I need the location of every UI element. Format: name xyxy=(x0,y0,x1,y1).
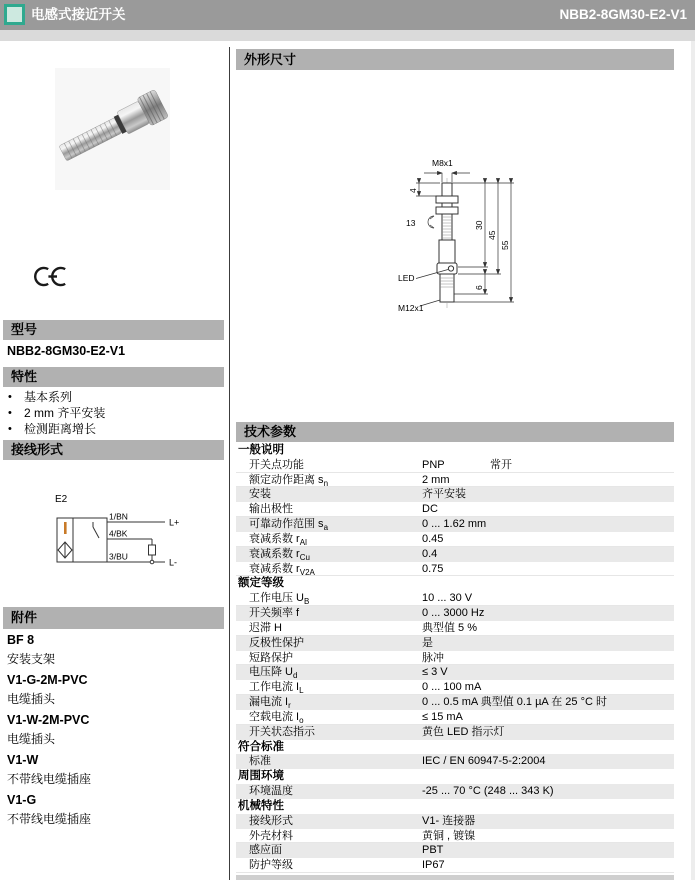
spec-group-title: 一般说明 xyxy=(238,444,284,456)
wire3-label: 3/BU xyxy=(109,551,128,562)
thread-top-label: M8x1 xyxy=(432,158,453,168)
feature-text: 基本系列 xyxy=(24,390,73,404)
accessory-description: 电缆插头 xyxy=(7,692,56,706)
column-divider xyxy=(229,47,230,880)
spec-row xyxy=(236,517,674,532)
supply-minus-label: L- xyxy=(169,557,178,568)
spec-value: 0 ... 100 mA xyxy=(422,681,482,694)
spec-value: DC xyxy=(422,503,438,516)
brand-logo-icon xyxy=(4,4,25,25)
spec-row xyxy=(236,829,674,844)
spec-label: 可靠动作范围 $s_a$ xyxy=(249,518,329,533)
header-bar xyxy=(0,0,695,30)
bullet-icon: • xyxy=(8,391,12,403)
spec-row xyxy=(236,858,674,873)
led-label: LED xyxy=(398,273,415,283)
spec-value: 典型值 5 % xyxy=(422,621,478,634)
spec-label: 开关点功能 xyxy=(249,458,304,471)
product-family-title: 电感式接近开关 xyxy=(31,7,126,22)
features-list xyxy=(6,389,222,437)
accessory-model: V1-G-2M-PVC xyxy=(7,673,88,687)
spec-label: 安装 xyxy=(249,488,271,501)
spec-value: IP67 xyxy=(422,859,445,872)
model-number: NBB2-8GM30-E2-V1 xyxy=(7,344,126,358)
spec-value: 0 ... 3000 Hz xyxy=(422,607,485,620)
wire2-label: 4/BK xyxy=(109,528,128,539)
spec-value: 黄色 LED 指示灯 xyxy=(422,725,505,738)
spec-row xyxy=(236,473,674,488)
section-header-dimensions: 外形尺寸 xyxy=(236,49,674,70)
dim-30-label: 30 xyxy=(474,220,484,230)
spec-value: PNP xyxy=(422,458,445,471)
spec-label: 标准 xyxy=(249,755,271,768)
spec-value: PBT xyxy=(422,844,444,857)
thread-bottom-label: M12x1 xyxy=(398,303,424,313)
spec-label: 接线形式 xyxy=(249,814,293,827)
spec-group-title: 周围环境 xyxy=(238,770,284,783)
spec-value: ≤ 3 V xyxy=(422,666,448,679)
spec-label: 反极性保护 xyxy=(249,636,304,649)
dimension-drawing xyxy=(390,150,550,320)
dim-55-label: 55 xyxy=(500,240,510,250)
spec-row xyxy=(236,725,674,740)
spec-row xyxy=(236,532,674,547)
wrench-size-label: 13 xyxy=(406,218,416,228)
feature-item xyxy=(6,405,222,421)
bullet-icon: • xyxy=(8,423,12,435)
spec-label: 外壳材料 xyxy=(249,829,293,842)
ce-mark xyxy=(32,266,68,287)
spec-label: 迟滞 H xyxy=(249,621,282,634)
spec-label: 衰减系数 $r_{Cu}$ xyxy=(249,547,310,562)
spec-value: 0.75 xyxy=(422,562,444,575)
spec-row xyxy=(236,547,674,562)
spec-label: 短路保护 xyxy=(249,651,293,664)
spec-value: IEC / EN 60947-5-2:2004 xyxy=(422,755,546,768)
feature-item xyxy=(6,421,222,437)
accessory-description: 不带线电缆插座 xyxy=(7,772,92,786)
accessory-model: V1-G xyxy=(7,793,37,807)
spec-row xyxy=(236,487,674,502)
spec-label: 衰减系数 $r_{Al}$ xyxy=(249,532,307,548)
section-header-model: 型号 xyxy=(3,320,224,340)
inductive-indicator-bar xyxy=(64,522,67,534)
accessory-model: V1-W-2M-PVC xyxy=(7,713,90,727)
spec-row xyxy=(236,710,674,725)
section-header-features: 特性 xyxy=(3,367,224,387)
spec-group-title: 机械特性 xyxy=(238,799,284,812)
feature-text: 检测距离增长 xyxy=(24,422,97,436)
spec-label: 防护等级 xyxy=(249,859,293,872)
wiring-diagram xyxy=(38,505,190,577)
spec-label: 环境温度 xyxy=(249,785,293,798)
spec-group-title: 符合标准 xyxy=(238,740,284,753)
spec-value: 0 ... 1.62 mm xyxy=(422,518,487,531)
accessory-model: BF 8 xyxy=(7,633,35,647)
supply-plus-label: L+ xyxy=(169,517,180,528)
tech-data-table xyxy=(236,443,674,873)
spec-row xyxy=(236,695,674,710)
spec-row xyxy=(236,814,674,829)
spec-row xyxy=(236,665,674,680)
accessory-model: V1-W xyxy=(7,753,39,767)
wire1-label: 1/BN xyxy=(109,511,128,522)
spec-label: 开关频率 f xyxy=(249,607,300,620)
spec-group-title: 额定等级 xyxy=(238,577,284,590)
section-header-tech-data: 技术参数 xyxy=(236,422,674,442)
spec-value-2: 常开 xyxy=(490,458,512,471)
spec-row xyxy=(236,591,674,606)
spec-row xyxy=(236,636,674,651)
spec-label: 电压降 $U_d$ xyxy=(249,666,298,681)
spec-row xyxy=(236,621,674,636)
spec-row xyxy=(236,502,674,517)
feature-item xyxy=(6,389,222,405)
spec-label: 工作电流 $I_L$ xyxy=(249,681,304,696)
spec-value: 10 ... 30 V xyxy=(422,592,473,605)
dim-45-label: 45 xyxy=(487,230,497,240)
header-substrip xyxy=(0,30,695,41)
dim-4-label: 4 xyxy=(408,188,418,193)
feature-text: 2 mm 齐平安装 xyxy=(24,406,106,420)
section-header-connection: 接线形式 xyxy=(3,440,224,460)
spec-row xyxy=(236,562,674,577)
spec-value: -25 ... 70 °C (248 ... 343 K) xyxy=(422,785,554,798)
spec-row xyxy=(236,458,674,473)
spec-value: 齐平安装 xyxy=(422,488,466,501)
spec-value: V1- 连接器 xyxy=(422,814,476,827)
spec-label: 工作电压 $U_B$ xyxy=(249,592,310,607)
spec-row xyxy=(236,843,674,858)
accessories-list xyxy=(7,630,223,830)
spec-value: 是 xyxy=(422,636,433,649)
spec-row xyxy=(236,784,674,799)
accessory-description: 电缆插头 xyxy=(7,732,56,746)
spec-value: 2 mm xyxy=(422,473,450,486)
spec-row xyxy=(236,754,674,769)
spec-label: 空载电流 $I_o$ xyxy=(249,710,304,726)
wiring-variant-label: E2 xyxy=(55,494,68,505)
spec-value: 0.45 xyxy=(422,532,444,545)
dim-6-label: 6 xyxy=(474,285,484,290)
spec-value: 0.4 xyxy=(422,547,438,560)
accessory-description: 不带线电缆插座 xyxy=(7,812,92,826)
product-model-title: NBB2-8GM30-E2-V1 xyxy=(559,7,687,22)
spec-row xyxy=(236,606,674,621)
bullet-icon: • xyxy=(8,407,12,419)
accessory-description: 安装支架 xyxy=(7,652,56,666)
next-section-edge xyxy=(236,875,674,880)
spec-row xyxy=(236,680,674,695)
spec-value: 脉冲 xyxy=(422,651,444,664)
page-right-edge xyxy=(691,41,695,880)
spec-value: 黄铜 , 镀镍 xyxy=(422,829,476,842)
spec-label: 开关状态指示 xyxy=(249,725,315,738)
spec-label: 漏电流 $I_r$ xyxy=(249,696,291,711)
spec-value: ≤ 15 mA xyxy=(422,710,463,723)
spec-label: 输出极性 xyxy=(249,503,293,516)
spec-label: 衰减系数 $r_{V2A}$ xyxy=(249,562,315,577)
spec-label: 感应面 xyxy=(249,844,282,857)
spec-row xyxy=(236,651,674,666)
section-header-accessories: 附件 xyxy=(3,607,224,629)
spec-value: 0 ... 0.5 mA 典型值 0.1 µA 在 25 °C 时 xyxy=(422,696,607,709)
sensor-photo-graphic xyxy=(55,68,170,190)
product-photo xyxy=(55,68,170,190)
spec-label: 额定动作距离 $s_n$ xyxy=(249,473,329,488)
